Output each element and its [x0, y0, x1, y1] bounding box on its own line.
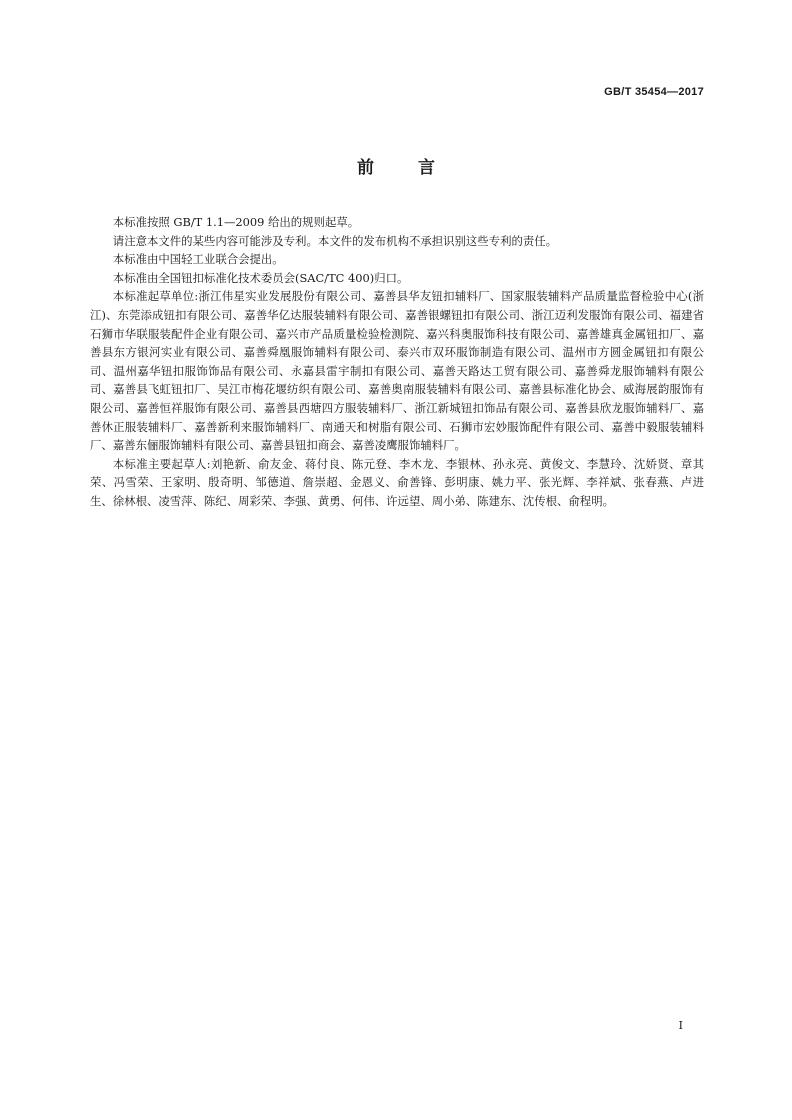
paragraph-proposer: 本标准由中国轻工业联合会提出。: [112, 252, 284, 267]
paragraph-drafters: 本标准主要起草人:刘艳新、俞友金、蒋付良、陈元登、李木龙、李银林、孙永亮、黄俊文、李慧玲、沈娇贤、章其荣、冯雪荣、王家明、殷奇明、邹德道、詹崇超、金恩义、俞善锋、彭明康、姚力平、张光辉、李祥斌、张春燕、卢进生、徐林根、凌雪萍、陈纪、周彩荣、李强、黄勇、何伟、许远望、周小弟、陈建东、沈传根、俞程明。: [90, 456, 704, 508]
standard-number: GB/T 35454—2017: [604, 86, 704, 98]
page-number: I: [678, 1019, 683, 1032]
paragraph-committee: 本标准由全国钮扣标准化技术委员会(SAC/TC 400)归口。: [112, 270, 409, 285]
paragraph-drafting-rules: 本标准按照 GB/T 1.1—2009 给出的规则起草。: [112, 215, 360, 229]
foreword-body: [90, 213, 704, 511]
page-title: 前言: [357, 158, 479, 178]
paragraph-drafting-units: 本标准起草单位:浙江伟星实业发展股份有限公司、嘉善县华友钮扣辅料厂、国家服装辅料产品质量监督检验中心(浙江)、东莞添成钮扣有限公司、嘉善华亿达服装辅料有限公司、嘉善银螺钮扣有限公司、浙江迈利发服饰有限公司、福建省石狮市华联服装配件企业有限公司、嘉兴市产品质量检验检测院、嘉兴科奥服饰科技有限公司、嘉善雄真金属钮扣厂、嘉善县东方银河实业有限公司、嘉善舜凰服饰辅料有限公司、泰兴市双环服饰制造有限公司、温州市方圆金属钮扣有限公司、温州嘉华钮扣服饰饰品有限公司、永嘉县雷宇制扣有限公司、嘉善天路达工贸有限公司、嘉善舜龙服饰辅料有限公司、嘉善县飞虹钮扣厂、吴江市梅花堰纺织有限公司、嘉善奥南服装辅料有限公司、嘉善县标准化协会、威海展韵服饰有限公司、嘉善恒祥服饰有限公司、嘉善县西塘四方服装辅料厂、浙江新城钮扣饰品有限公司、嘉善县欣龙服饰辅料厂、嘉善休正服装辅料厂、嘉善新利来服饰辅料厂、南通天和树脂有限公司、石狮市宏妙服饰配件有限公司、嘉善中毅服装辅料厂、嘉善东俪服饰辅料有限公司、嘉善县钮扣商会、嘉善凌鹰服饰辅料厂。: [90, 289, 704, 453]
paragraph-patent-notice: 请注意本文件的某些内容可能涉及专利。本文件的发布机构不承担识别这些专利的责任。: [112, 233, 558, 248]
